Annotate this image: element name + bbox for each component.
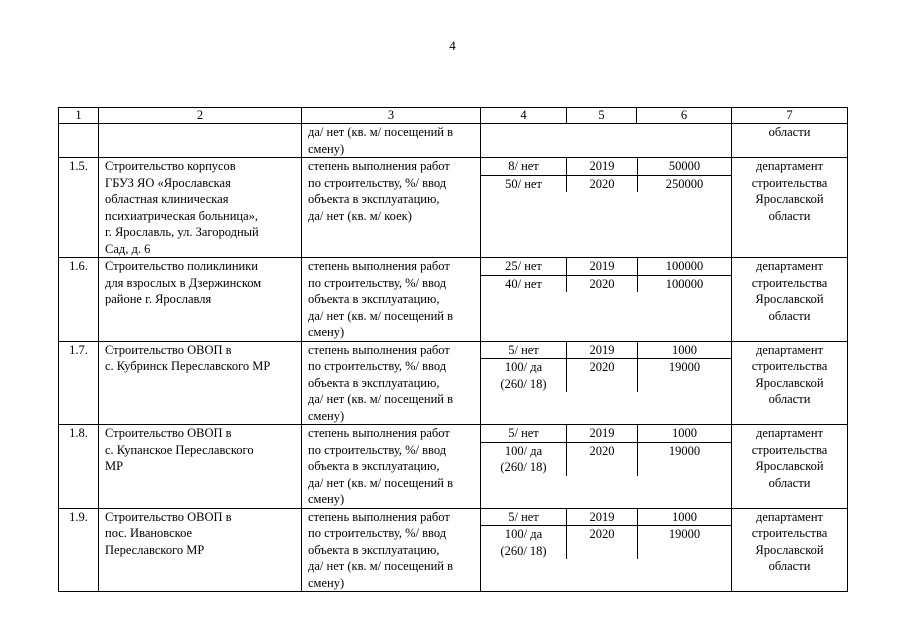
amount-cell: 100000 [665,259,704,273]
target-value-line: 8/ нет [508,159,539,173]
indicator-line: объекта в эксплуатацию, [308,459,440,473]
indicator-line: да/ нет (кв. м/ коек) [308,208,412,223]
column-number: 6 [637,108,732,124]
target-value-cell [481,276,567,293]
department-line: департамент [755,426,823,440]
table-row [59,508,848,592]
column-number: 7 [732,108,848,124]
indicator-line: по строительству, %/ ввод [308,175,447,190]
department-line: строительства [751,359,828,373]
indicator-line: объекта в эксплуатацию, [308,542,440,557]
value-subrow [481,526,731,559]
year-cell: 2020 [567,176,638,193]
department-line: департамент [755,159,823,173]
measure-name-cell [99,425,302,509]
indicator-line: да/ нет (кв. м/ посещений в [308,559,453,573]
responsible-department-cell [732,341,848,425]
department-line: департамент [755,342,823,357]
indicator-line: по строительству, %/ ввод [308,275,447,290]
amount-cell: 50000 [668,159,701,173]
indicator-line: да/ нет (кв. м/ посещений в [308,308,453,323]
responsible-department-cell [732,508,848,592]
indicator-line: объекта в эксплуатацию, [308,375,440,390]
indicator-line: по строительству, %/ ввод [308,359,447,373]
measure-name-line: Строительство ОВОП в [105,342,232,357]
measure-name-line: областная клиническая [105,192,229,206]
column-number: 3 [302,108,481,124]
measure-name-cell [99,508,302,592]
table-row [59,425,848,509]
row-number-cell: 1.8. [59,425,99,509]
row-number-cell: 1.7. [59,341,99,425]
value-subrow [481,276,731,293]
target-value-line: (260/ 18) [500,460,547,474]
measure-name-line: районе г. Ярославля [105,292,212,306]
indicator-line: степень выполнения работ [308,259,450,273]
measure-name-line: Сад, д. 6 [105,241,151,256]
measures-table [58,107,848,592]
indicator-line: степень выполнения работ [308,159,450,173]
measure-name-line: с. Кубринск Переславского МР [105,359,271,373]
department-line: области [768,125,811,139]
target-value-cell [481,526,567,559]
value-subrow [481,509,731,527]
value-subrow [481,342,731,360]
measure-name-cell [99,124,302,158]
amount-cell: 19000 [668,527,701,541]
year-cell: 2020 [567,276,638,293]
measure-name-line: для взрослых в Дзержинском [105,275,262,290]
target-value-cell [481,176,567,193]
department-line: строительства [751,275,828,290]
indicator-cell [302,341,481,425]
target-value-line: 5/ нет [508,426,539,440]
target-value-line: 5/ нет [508,342,539,357]
target-value-line: 100/ да [504,443,543,458]
column-number: 2 [99,108,302,124]
indicator-line: смену) [308,141,345,156]
department-line: области [768,208,811,223]
row-number-cell [59,124,99,158]
department-line: области [768,475,811,490]
table-row [59,124,848,158]
target-value-line: 5/ нет [508,509,539,524]
target-value-line: 25/ нет [505,259,542,273]
values-group-cell [481,124,732,158]
values-group-cell [481,158,732,258]
department-line: Ярославской [755,375,824,390]
indicator-cell [302,508,481,592]
measure-name-line: г. Ярославль, ул. Загородный [105,225,259,239]
row-number-cell: 1.6. [59,258,99,342]
indicator-line: да/ нет (кв. м/ посещений в [308,125,453,139]
indicator-line: смену) [308,325,345,339]
values-group-cell [481,508,732,592]
target-value-line: 40/ нет [505,276,542,291]
department-line: департамент [755,259,823,273]
indicator-line: степень выполнения работ [308,426,450,440]
indicator-cell [302,258,481,342]
indicator-line: да/ нет (кв. м/ посещений в [308,392,453,406]
indicator-line: смену) [308,492,345,506]
amount-cell: 1000 [672,426,697,440]
responsible-department-cell [732,425,848,509]
department-line: строительства [751,526,828,540]
measure-name-line: Строительство поликлиники [105,259,258,273]
year-cell: 2019 [567,158,638,175]
department-line: области [768,308,811,323]
target-value-line: (260/ 18) [500,543,547,558]
target-value-cell [481,158,567,175]
year-cell: 2020 [567,443,638,476]
department-line: Ярославской [755,459,824,473]
values-group-cell [481,258,732,342]
row-number-cell: 1.5. [59,158,99,258]
target-value-line: 100/ да [504,527,543,541]
column-number: 4 [481,108,567,124]
responsible-department-cell [732,258,848,342]
year-cell: 2019 [567,509,638,526]
indicator-line: смену) [308,408,345,423]
year-cell: 2019 [567,425,638,442]
department-line: строительства [751,442,828,457]
measure-name-line: ГБУЗ ЯО «Ярославская [105,175,231,190]
measure-name-line: Строительство корпусов [105,159,236,173]
measure-name-line: Переславского МР [105,542,205,557]
amount-cell: 19000 [668,443,701,458]
indicator-line: по строительству, %/ ввод [308,442,447,457]
amount-cell: 1000 [672,509,697,524]
year-cell: 2019 [567,258,638,275]
department-line: Ярославской [755,542,824,557]
measure-name-line: с. Купанское Переславского [105,442,254,457]
indicator-line: степень выполнения работ [308,509,450,524]
department-line: области [768,559,811,573]
measure-name-cell [99,158,302,258]
amount-cell: 1000 [672,342,697,357]
value-subrow [481,425,731,443]
measure-name-cell [99,258,302,342]
target-value-line: 100/ да [504,360,543,374]
table-row [59,341,848,425]
indicator-line: объекта в эксплуатацию, [308,292,440,306]
responsible-department-cell [732,124,848,158]
table-row [59,258,848,342]
target-value-cell [481,443,567,476]
target-value-line: (260/ 18) [500,376,547,391]
target-value-cell [481,359,567,392]
measure-name-line: Строительство ОВОП в [105,426,232,440]
amount-cell: 19000 [668,360,701,374]
indicator-line: объекта в эксплуатацию, [308,192,440,206]
department-line: области [768,392,811,406]
indicator-line: степень выполнения работ [308,342,450,357]
table-body [59,108,848,592]
target-value-line: 50/ нет [505,176,542,191]
measure-name-line: МР [105,459,124,473]
measure-name-line: психиатрическая больница», [105,208,259,223]
target-value-cell [481,342,567,359]
indicator-line: по строительству, %/ ввод [308,526,447,540]
year-cell: 2020 [567,359,638,392]
table-row [59,158,848,258]
target-value-cell [481,258,567,275]
value-subrow [481,158,731,176]
department-line: Ярославской [755,292,824,306]
measure-name-cell [99,341,302,425]
department-line: строительства [751,175,828,190]
indicator-line: смену) [308,575,345,590]
department-line: департамент [755,509,823,524]
page-number: 4 [449,38,456,53]
measure-name-line: пос. Ивановское [105,526,193,540]
values-group-cell [481,425,732,509]
indicator-cell [302,124,481,158]
column-number: 1 [59,108,99,124]
indicator-line: да/ нет (кв. м/ посещений в [308,475,453,490]
target-value-cell [481,425,567,442]
target-value-cell [481,509,567,526]
values-group-cell [481,341,732,425]
value-subrow [481,443,731,476]
value-subrow [481,176,731,193]
amount-cell: 250000 [665,176,704,191]
value-subrow [481,359,731,392]
indicator-cell [302,425,481,509]
value-subrow [481,258,731,276]
measure-name-line: Строительство ОВОП в [105,509,232,524]
row-number-cell: 1.9. [59,508,99,592]
year-cell: 2020 [567,526,638,559]
amount-cell: 100000 [665,276,704,291]
year-cell: 2019 [567,342,638,359]
column-number-row [59,108,848,124]
responsible-department-cell [732,158,848,258]
department-line: Ярославской [755,192,824,206]
indicator-cell [302,158,481,258]
column-number: 5 [567,108,637,124]
